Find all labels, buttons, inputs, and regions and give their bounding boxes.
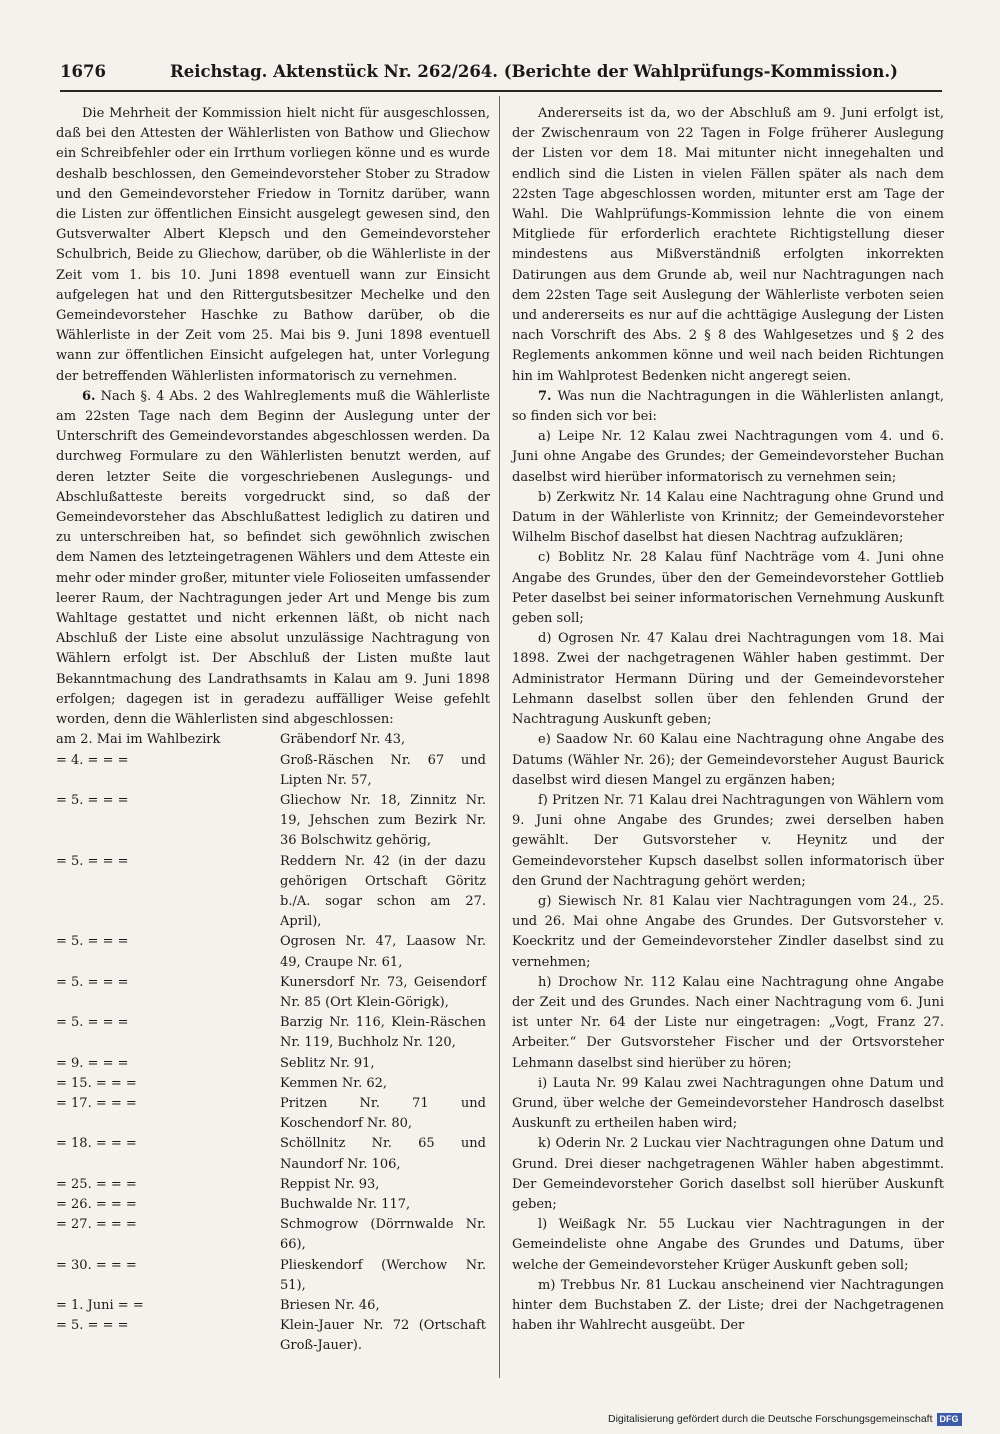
- district-name: Briesen Nr. 46,: [280, 1297, 380, 1313]
- paragraph-text: Nach §. 4 Abs. 2 des Wahlreglements muß die Wählerliste am 22sten Tage nach dem Beginn der Auslegung unter der Unterschrift des Gemeindevorstandes abgeschlossen werden. Da durchweg Formulare zu den Wählerlisten benutzt werden, auf deren letzter Seite die vorgeschriebenen Auslegungs- und Abschlußatteste bereits vorgedruckt sind, so daß der Gemeindevorsteher das Abschlußattest lediglich zu datiren und zu unterschreiben hat, so befindet sich gewöhnlich zwischen dem Namen des letzteingetragenen Wählers und dem Atteste ein mehr oder minder großer, mitunter viele Folioseiten umfassender leerer Raum, der Nachtragungen jeder Art und Menge bis zum Wahltage gestattet und nicht erkennen läßt, ob nicht nach Abschluß der Liste eine absolut unzulässige Nachtragung von Wählern erfolgt ist. Der Abschluß der Listen mußte laut Bekanntmachung des Landrathsamts in Kalau am 9. Juni 1898 erfolgen; dagegen ist in geradezu auffälliger Weise gefehlt worden, denn die Wählerlisten sind abgeschlossen:: [56, 388, 491, 728]
- date-prefix: = 18. = = =: [56, 1136, 137, 1152]
- closing-dates-list: [56, 730, 490, 1356]
- date-prefix: = 5. = = =: [56, 792, 129, 808]
- date-row: [56, 973, 490, 1013]
- running-header: [60, 62, 940, 86]
- section-number: 6.: [82, 388, 96, 404]
- paragraph-7: [512, 387, 944, 427]
- paragraph-6: [56, 387, 490, 730]
- column-divider: [499, 96, 500, 1378]
- running-title: Reichstag. Aktenstück Nr. 262/264. (Berichte der Wahlprüfungs-Kommission.): [170, 62, 898, 81]
- district-name: Gliechow Nr. 18, Zinnitz Nr. 19, Jehschen zum Bezirk Nr. 36 Bolschwitz gehörig,: [280, 792, 486, 849]
- date-prefix: = 25. = = =: [56, 1176, 137, 1192]
- paragraph: Andererseits ist da, wo der Abschluß am 9. Juni erfolgt ist, der Zwischenraum von 22 Tagen in Folge früherer Auslegung der Listen vor dem 18. Mai mitunter nicht innegehalten und endlich sind die Listen in vielen Fällen später als nach dem 22sten Tage abgeschlossen worden, mitunter erst am Tage der Wahl. Die Wahlprüfungs-Kommission lehnte die von einem Mitgliede für erforderlich erachtete Richtigstellung dieser mindestens aus Mißverständniß erfolgten inkorrekten Datirungen aus dem Grunde ab, weil nur Nachtragungen nach dem 22sten Tage seit Auslegung der Wählerliste verboten seien und andererseits es nur auf die achttägige Auslegung der Listen nach Vorschrift des Abs. 2 § 8 des Wahlgesetzes und § 2 des Reglements ankommen könne und weil nach beiden Richtungen hin im Wahlprotest Bedenken nicht angeregt seien.: [512, 106, 944, 384]
- district-name: Ogrosen Nr. 47, Laasow Nr. 49, Craupe Nr. 61,: [280, 934, 486, 970]
- date-row: [56, 1316, 490, 1356]
- date-row: [56, 852, 490, 933]
- header-rule: [60, 90, 942, 92]
- section-number: 7.: [538, 388, 552, 404]
- date-row: [56, 1175, 490, 1195]
- district-name: Groß-Räschen Nr. 67 und Lipten Nr. 57,: [280, 752, 486, 788]
- paragraph-text: Was nun die Nachtragungen in die Wählerlisten anlangt, so finden sich vor bei:: [512, 388, 944, 425]
- date-row: [56, 1215, 490, 1255]
- district-name: Kunersdorf Nr. 73, Geisendorf Nr. 85 (Ort Klein-Görigk),: [280, 974, 486, 1010]
- date-row: [56, 1054, 490, 1074]
- date-prefix: = 1. Juni = =: [56, 1297, 144, 1313]
- entry-paragraph: m) Trebbus Nr. 81 Luckau anscheinend vier Nachtragungen hinter dem Buchstaben Z. der Liste; drei der Nachgetragenen haben ihr Wahlrecht ausgeübt. Der: [512, 1277, 944, 1334]
- page-number: 1676: [60, 62, 106, 81]
- district-name: Seblitz Nr. 91,: [280, 1055, 375, 1071]
- entry-paragraph: f) Pritzen Nr. 71 Kalau drei Nachtragungen von Wählern vom 9. Juni ohne Angabe des Grundes; zwei derselben haben gewählt. Der Gutsvorsteher v. Heynitz und der Gemeindevorsteher Kupsch daselbst sollen informatorisch über den Grund der Nachtragung gehört werden;: [512, 792, 944, 889]
- date-prefix: = 5. = = =: [56, 853, 129, 869]
- left-column: [56, 104, 490, 1357]
- date-row: [56, 1074, 490, 1094]
- date-row: [56, 1013, 490, 1053]
- date-prefix: = 4. = = =: [56, 752, 129, 768]
- date-prefix: am 2. Mai im Wahlbezirk: [56, 732, 221, 748]
- district-name: Plieskendorf (Werchow Nr. 51),: [280, 1257, 486, 1293]
- district-name: Kemmen Nr. 62,: [280, 1075, 388, 1091]
- district-name: Buchwalde Nr. 117,: [280, 1196, 411, 1212]
- footer-text: Digitalisierung gefördert durch die Deutsche Forschungsgemeinschaft: [608, 1413, 933, 1425]
- date-prefix: = 5. = = =: [56, 934, 129, 950]
- footer: [608, 1411, 959, 1427]
- date-row: [56, 1134, 490, 1174]
- dfg-logo: DFG: [937, 1413, 962, 1426]
- district-name: Schöllnitz Nr. 65 und Naundorf Nr. 106,: [280, 1136, 486, 1172]
- date-row: [56, 1094, 490, 1134]
- entry-paragraph: h) Drochow Nr. 112 Kalau eine Nachtragung ohne Angabe der Zeit und des Grundes. Nach einer Nachtragung vom 6. Juni ist unter Nr. 64 der Liste nur eingetragen: „Vogt, Franz 27. Arbeiter.“ Der Gutsvorsteher Fischer und der Ortsvorsteher Lehmann daselbst sind hierüber zu hören;: [512, 974, 944, 1071]
- paragraph: Die Mehrheit der Kommission hielt nicht für ausgeschlossen, daß bei den Attesten der Wählerlisten von Bathow und Gliechow ein Schreibfehler oder ein Irrthum vorliegen könne und es wurde deshalb beschlossen, den Gemeindevorsteher Stober zu Stradow und den Gemeindevorsteher Friedow in Tornitz darüber, wann die Listen zur öffentlichen Einsicht ausgelegt gewesen sind, den Gutsverwalter Albert Klepsch und den Gemeindevorsteher Schulbrich, Beide zu Gliechow, darüber, ob die Wählerliste in der Zeit vom 1. bis 10. Juni 1898 eventuell wann zur Einsicht aufgelegen hat und den Rittergutsbesitzer Mechelke und den Gemeindevorsteher Haschke zu Bathow darüber, ob die Wählerliste in der Zeit vom 25. Mai bis 9. Juni 1898 eventuell wann zur öffentlichen Einsicht aufgelegen hat, unter Vorlegung der betreffenden Wählerlisten informatorisch zu vernehmen.: [56, 106, 490, 384]
- date-prefix: = 30. = = =: [56, 1257, 137, 1273]
- date-prefix: = 27. = = =: [56, 1217, 137, 1233]
- date-row: [56, 1195, 490, 1215]
- district-name: Barzig Nr. 116, Klein-Räschen Nr. 119, Buchholz Nr. 120,: [280, 1015, 486, 1051]
- date-row: [56, 791, 490, 852]
- district-name: Pritzen Nr. 71 und Koschendorf Nr. 80,: [280, 1095, 486, 1132]
- entry-paragraph: g) Siewisch Nr. 81 Kalau vier Nachtragungen vom 24., 25. und 26. Mai ohne Angabe des Grundes. Der Gutsvorsteher v. Koeckritz und der Gemeindevorsteher Zindler daselbst sind zu vernehmen;: [512, 893, 944, 970]
- date-prefix: = 5. = = =: [56, 1015, 129, 1031]
- district-name: Gräbendorf Nr. 43,: [280, 732, 406, 748]
- date-prefix: = 9. = = =: [56, 1055, 129, 1071]
- date-row: [56, 751, 490, 791]
- entry-paragraph: k) Oderin Nr. 2 Luckau vier Nachtragungen ohne Datum und Grund. Drei dieser nachgetragenen Wähler haben abgestimmt. Der Gemeindevorsteher Gorich daselbst soll hierüber Auskunft geben;: [512, 1136, 944, 1212]
- date-row: [56, 1296, 490, 1316]
- entry-paragraph: c) Boblitz Nr. 28 Kalau fünf Nachträge vom 4. Juni ohne Angabe des Grundes, über den der Gemeindevorsteher Gottlieb Peter daselbst bei seiner informatorischen Vernehmung Auskunft geben soll;: [512, 550, 944, 627]
- date-row: [56, 730, 490, 750]
- entries-list: [512, 427, 944, 1336]
- date-prefix: = 5. = = =: [56, 1318, 129, 1334]
- date-prefix: = 5. = = =: [56, 974, 129, 990]
- district-name: Schmogrow (Dörrnwalde Nr. 66),: [280, 1217, 486, 1253]
- entry-paragraph: d) Ogrosen Nr. 47 Kalau drei Nachtragungen vom 18. Mai 1898. Zwei der nachgetragenen Wähler haben gestimmt. Der Administrator Hermann Düring und der Gemeindevorsteher Lehmann daselbst sollen über den fehlenden Grund der Nachtragung Auskunft geben;: [512, 631, 944, 728]
- entry-paragraph: b) Zerkwitz Nr. 14 Kalau eine Nachtragung ohne Grund und Datum in der Wählerliste von Krinnitz; der Gemeindevorsteher Wilhelm Bischof daselbst hat diesen Nachtrag aufzuklären;: [512, 489, 944, 546]
- date-prefix: = 17. = = =: [56, 1095, 137, 1111]
- district-name: Reppist Nr. 93,: [280, 1176, 380, 1192]
- district-name: Klein-Jauer Nr. 72 (Ortschaft Groß-Jauer).: [280, 1318, 486, 1354]
- date-prefix: = 26. = = =: [56, 1196, 137, 1212]
- entry-paragraph: e) Saadow Nr. 60 Kalau eine Nachtragung ohne Angabe des Datums (Wähler Nr. 26); der Gemeindevorsteher August Baurick daselbst wird diesen Mangel zu ergänzen haben;: [512, 732, 944, 788]
- entry-paragraph: i) Lauta Nr. 99 Kalau zwei Nachtragungen ohne Datum und Grund, über welche der Gemeindevorsteher Handrosch daselbst Auskunft zu ertheilen haben wird;: [512, 1075, 944, 1132]
- district-name: Reddern Nr. 42 (in der dazu gehörigen Ortschaft Göritz b./A. sogar schon am 27. April),: [280, 853, 486, 930]
- date-prefix: = 15. = = =: [56, 1075, 137, 1091]
- entry-paragraph: a) Leipe Nr. 12 Kalau zwei Nachtragungen vom 4. und 6. Juni ohne Angabe des Grundes; der Gemeindevorsteher Buchan daselbst wird hierüber informatorisch zu vernehmen sein;: [512, 429, 944, 485]
- right-column: [512, 104, 944, 1336]
- date-row: [56, 1256, 490, 1296]
- date-row: [56, 932, 490, 972]
- entry-paragraph: l) Weißagk Nr. 55 Luckau vier Nachtragungen in der Gemeindeliste ohne Angabe des Grundes und Datums, über welche der Gemeindevorsteher Krüger Auskunft geben soll;: [512, 1217, 944, 1273]
